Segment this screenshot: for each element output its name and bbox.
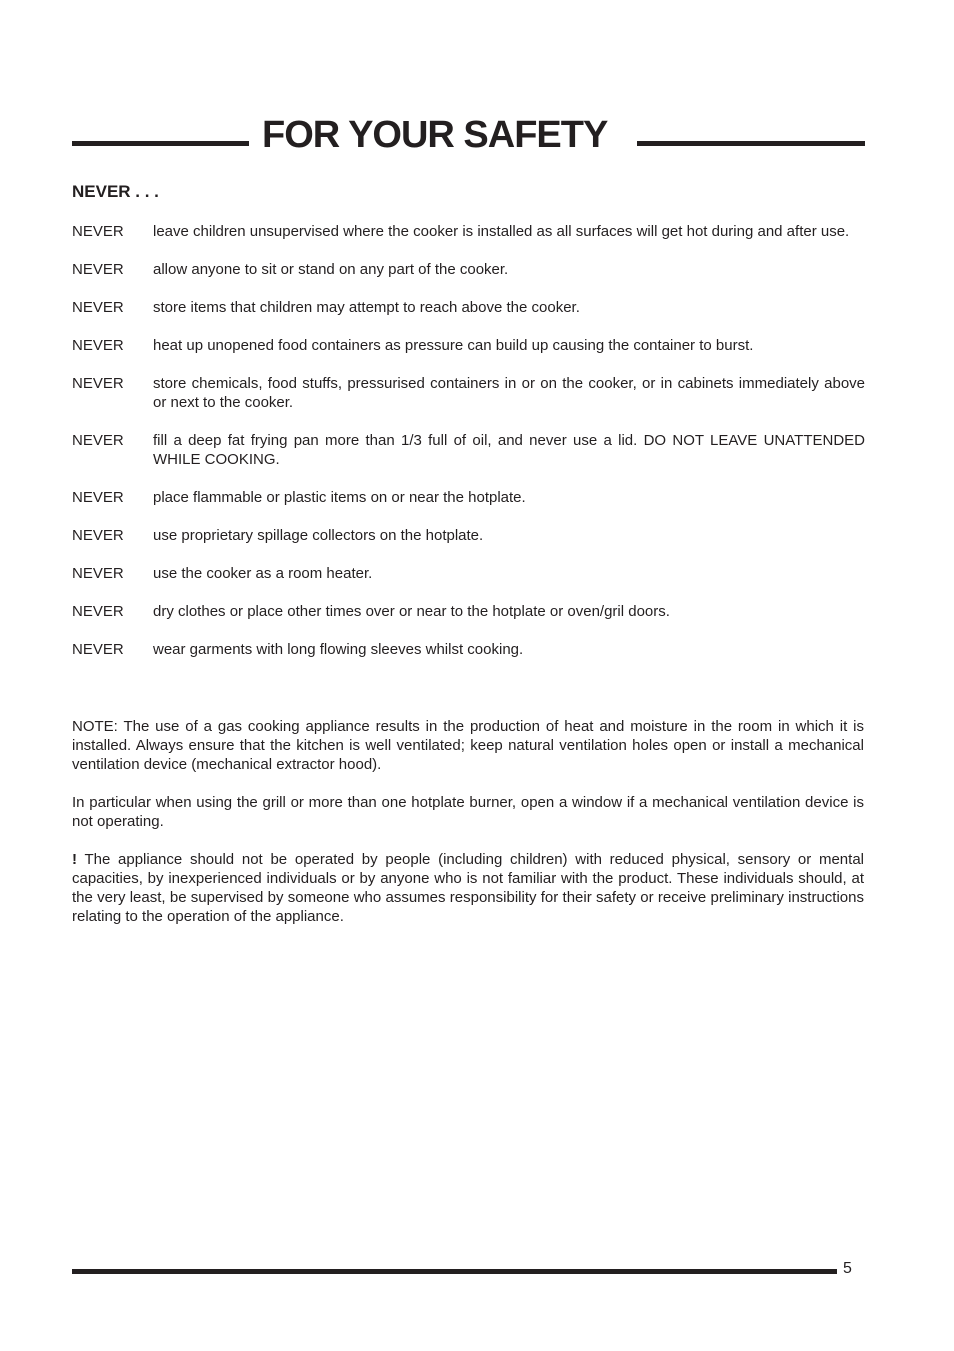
never-label: NEVER bbox=[72, 337, 124, 354]
never-label: NEVER bbox=[72, 641, 124, 658]
title-row bbox=[72, 110, 865, 160]
page-number: 5 bbox=[843, 1260, 852, 1277]
never-item bbox=[72, 564, 865, 583]
never-text: use the cooker as a room heater. bbox=[153, 565, 373, 582]
never-item bbox=[72, 431, 865, 469]
never-text: leave children unsupervised where the cooker is installed as all surfaces will get hot during and after use. bbox=[153, 223, 850, 240]
never-item bbox=[72, 602, 865, 621]
warning-text: The appliance should not be operated by people (including children) with reduced physical, sensory or mental capacities, by inexperienced individuals or by anyone who is not familiar with the product. These individuals should, at the very least, be supervised by someone who assumes responsibility for their safety or receive preliminary instructions relating to the operation of the appliance. bbox=[72, 851, 864, 925]
never-list bbox=[72, 222, 865, 678]
never-text: fill a deep fat frying pan more than 1/3 full of oil, and never use a lid. DO NOT LEAVE UNATTENDED WHILE COOKING. bbox=[153, 432, 865, 468]
warning-note bbox=[72, 850, 864, 926]
never-label: NEVER bbox=[72, 489, 124, 506]
never-label: NEVER bbox=[72, 261, 124, 278]
footer-rule bbox=[72, 1269, 837, 1274]
never-label: NEVER bbox=[72, 299, 124, 316]
never-text: place flammable or plastic items on or near the hotplate. bbox=[153, 489, 526, 506]
ventilation-note: NOTE: The use of a gas cooking appliance results in the production of heat and moisture in the room in which it is installed. Always ensure that the kitchen is well ventilated; keep natural ventilation holes open or install a mechanical ventilation device (mechanical extractor hood). bbox=[72, 718, 864, 773]
never-text: wear garments with long flowing sleeves whilst cooking. bbox=[153, 641, 524, 658]
never-item bbox=[72, 222, 865, 241]
never-item bbox=[72, 526, 865, 545]
warning-mark: ! bbox=[72, 851, 77, 868]
never-label: NEVER bbox=[72, 527, 124, 544]
never-label: NEVER bbox=[72, 565, 124, 582]
window-note: In particular when using the grill or more than one hotplate burner, open a window if a mechanical ventilation device is not operating. bbox=[72, 794, 864, 830]
never-label: NEVER bbox=[72, 223, 124, 240]
never-text: dry clothes or place other times over or near to the hotplate or oven/gril doors. bbox=[153, 603, 670, 620]
never-text: allow anyone to sit or stand on any part of the cooker. bbox=[153, 261, 509, 278]
never-item bbox=[72, 374, 865, 412]
never-label: NEVER bbox=[72, 432, 124, 449]
never-item bbox=[72, 640, 865, 659]
never-item bbox=[72, 298, 865, 317]
section-heading: NEVER . . . bbox=[72, 182, 159, 201]
title-rule-right bbox=[637, 141, 865, 146]
never-text: store chemicals, food stuffs, pressurised containers in or on the cooker, or in cabinets immediately above or next to the cooker. bbox=[153, 375, 865, 411]
never-text: heat up unopened food containers as pressure can build up causing the container to burst. bbox=[153, 337, 754, 354]
never-item bbox=[72, 260, 865, 279]
never-label: NEVER bbox=[72, 603, 124, 620]
never-item bbox=[72, 336, 865, 355]
never-label: NEVER bbox=[72, 375, 124, 392]
never-item bbox=[72, 488, 865, 507]
never-text: store items that children may attempt to reach above the cooker. bbox=[153, 299, 580, 316]
never-text: use proprietary spillage collectors on the hotplate. bbox=[153, 527, 484, 544]
page-title: FOR YOUR SAFETY bbox=[262, 114, 608, 156]
notes-section bbox=[72, 717, 864, 945]
title-rule-left bbox=[72, 141, 249, 146]
